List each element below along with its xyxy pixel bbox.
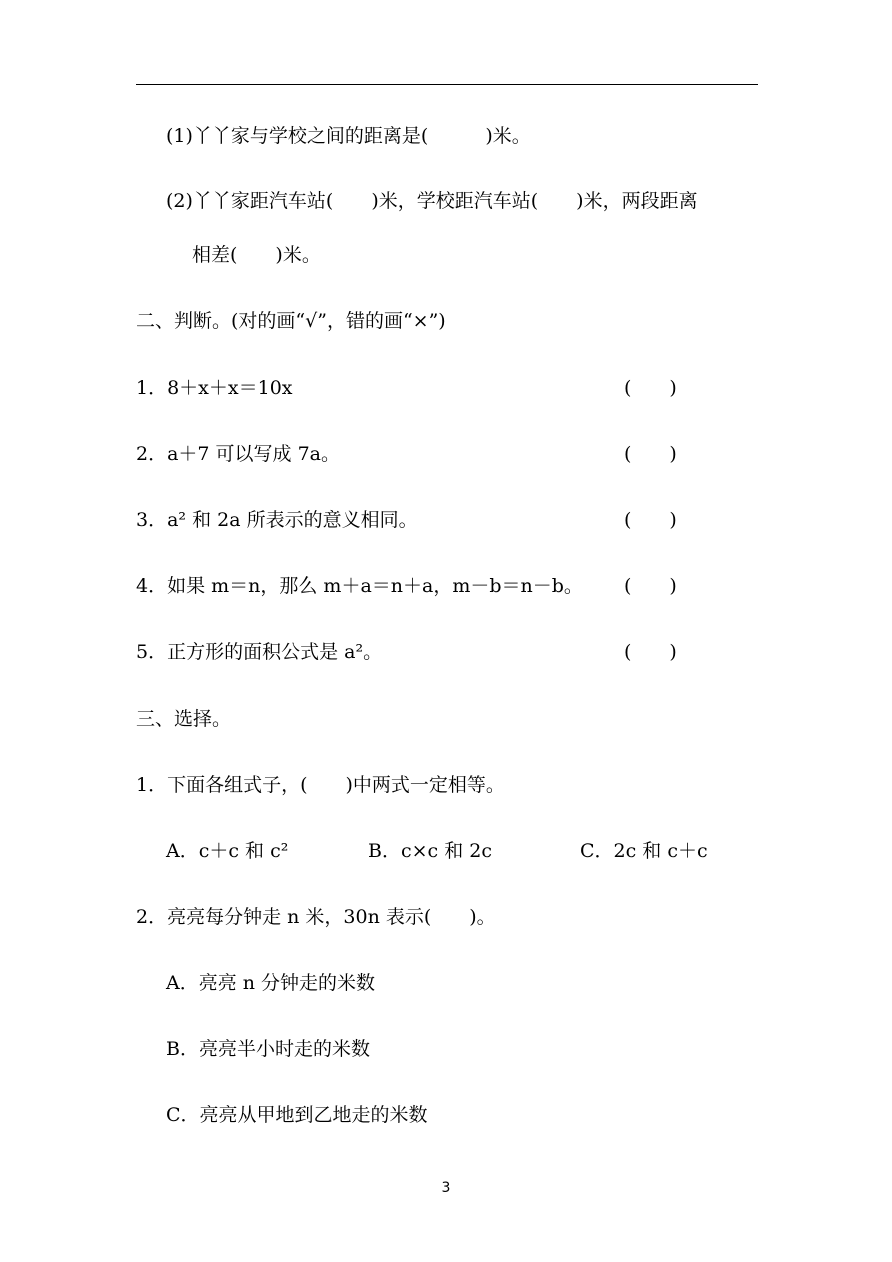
choice-1-option-a: A．c＋c 和 c²: [166, 840, 289, 862]
judgement-item-3: 3．a² 和 2a 所表示的意义相同。: [136, 509, 418, 531]
choice-question-1: 1．下面各组式子，( )中两式一定相等。: [136, 774, 505, 796]
section-judgement-heading: 二、判断。(对的画“√”，错的画“×”): [136, 310, 446, 332]
fill-blank-1: (1)丫丫家与学校之间的距离是( )米。: [166, 125, 531, 147]
answer-blank-1: ( ): [624, 377, 677, 399]
answer-blank-5: ( ): [624, 641, 677, 663]
section-choice-heading: 三、选择。: [136, 708, 232, 730]
choice-2-option-c: C．亮亮从甲地到乙地走的米数: [166, 1104, 428, 1126]
answer-blank-2: ( ): [624, 443, 677, 465]
choice-1-option-c: C．2c 和 c＋c: [580, 840, 708, 862]
judgement-item-4: 4．如果 m＝n，那么 m＋a＝n＋a，m－b＝n－b。: [136, 575, 583, 597]
header-rule: [136, 84, 758, 85]
choice-question-2: 2．亮亮每分钟走 n 米，30n 表示( )。: [136, 906, 496, 928]
choice-2-option-b: B．亮亮半小时走的米数: [166, 1038, 370, 1060]
judgement-item-1: 1．8＋x＋x＝10x: [136, 377, 293, 399]
answer-blank-4: ( ): [624, 575, 677, 597]
fill-blank-2-continued: 相差( )米。: [192, 244, 321, 266]
choice-1-option-b: B．c×c 和 2c: [368, 840, 492, 862]
judgement-item-5: 5．正方形的面积公式是 a²。: [136, 641, 383, 663]
page-number: 3: [441, 1180, 451, 1196]
answer-blank-3: ( ): [624, 509, 677, 531]
fill-blank-2: (2)丫丫家距汽车站( )米，学校距汽车站( )米，两段距离: [166, 190, 698, 212]
judgement-item-2: 2．a＋7 可以写成 7a。: [136, 443, 340, 465]
choice-2-option-a: A．亮亮 n 分钟走的米数: [166, 972, 376, 994]
